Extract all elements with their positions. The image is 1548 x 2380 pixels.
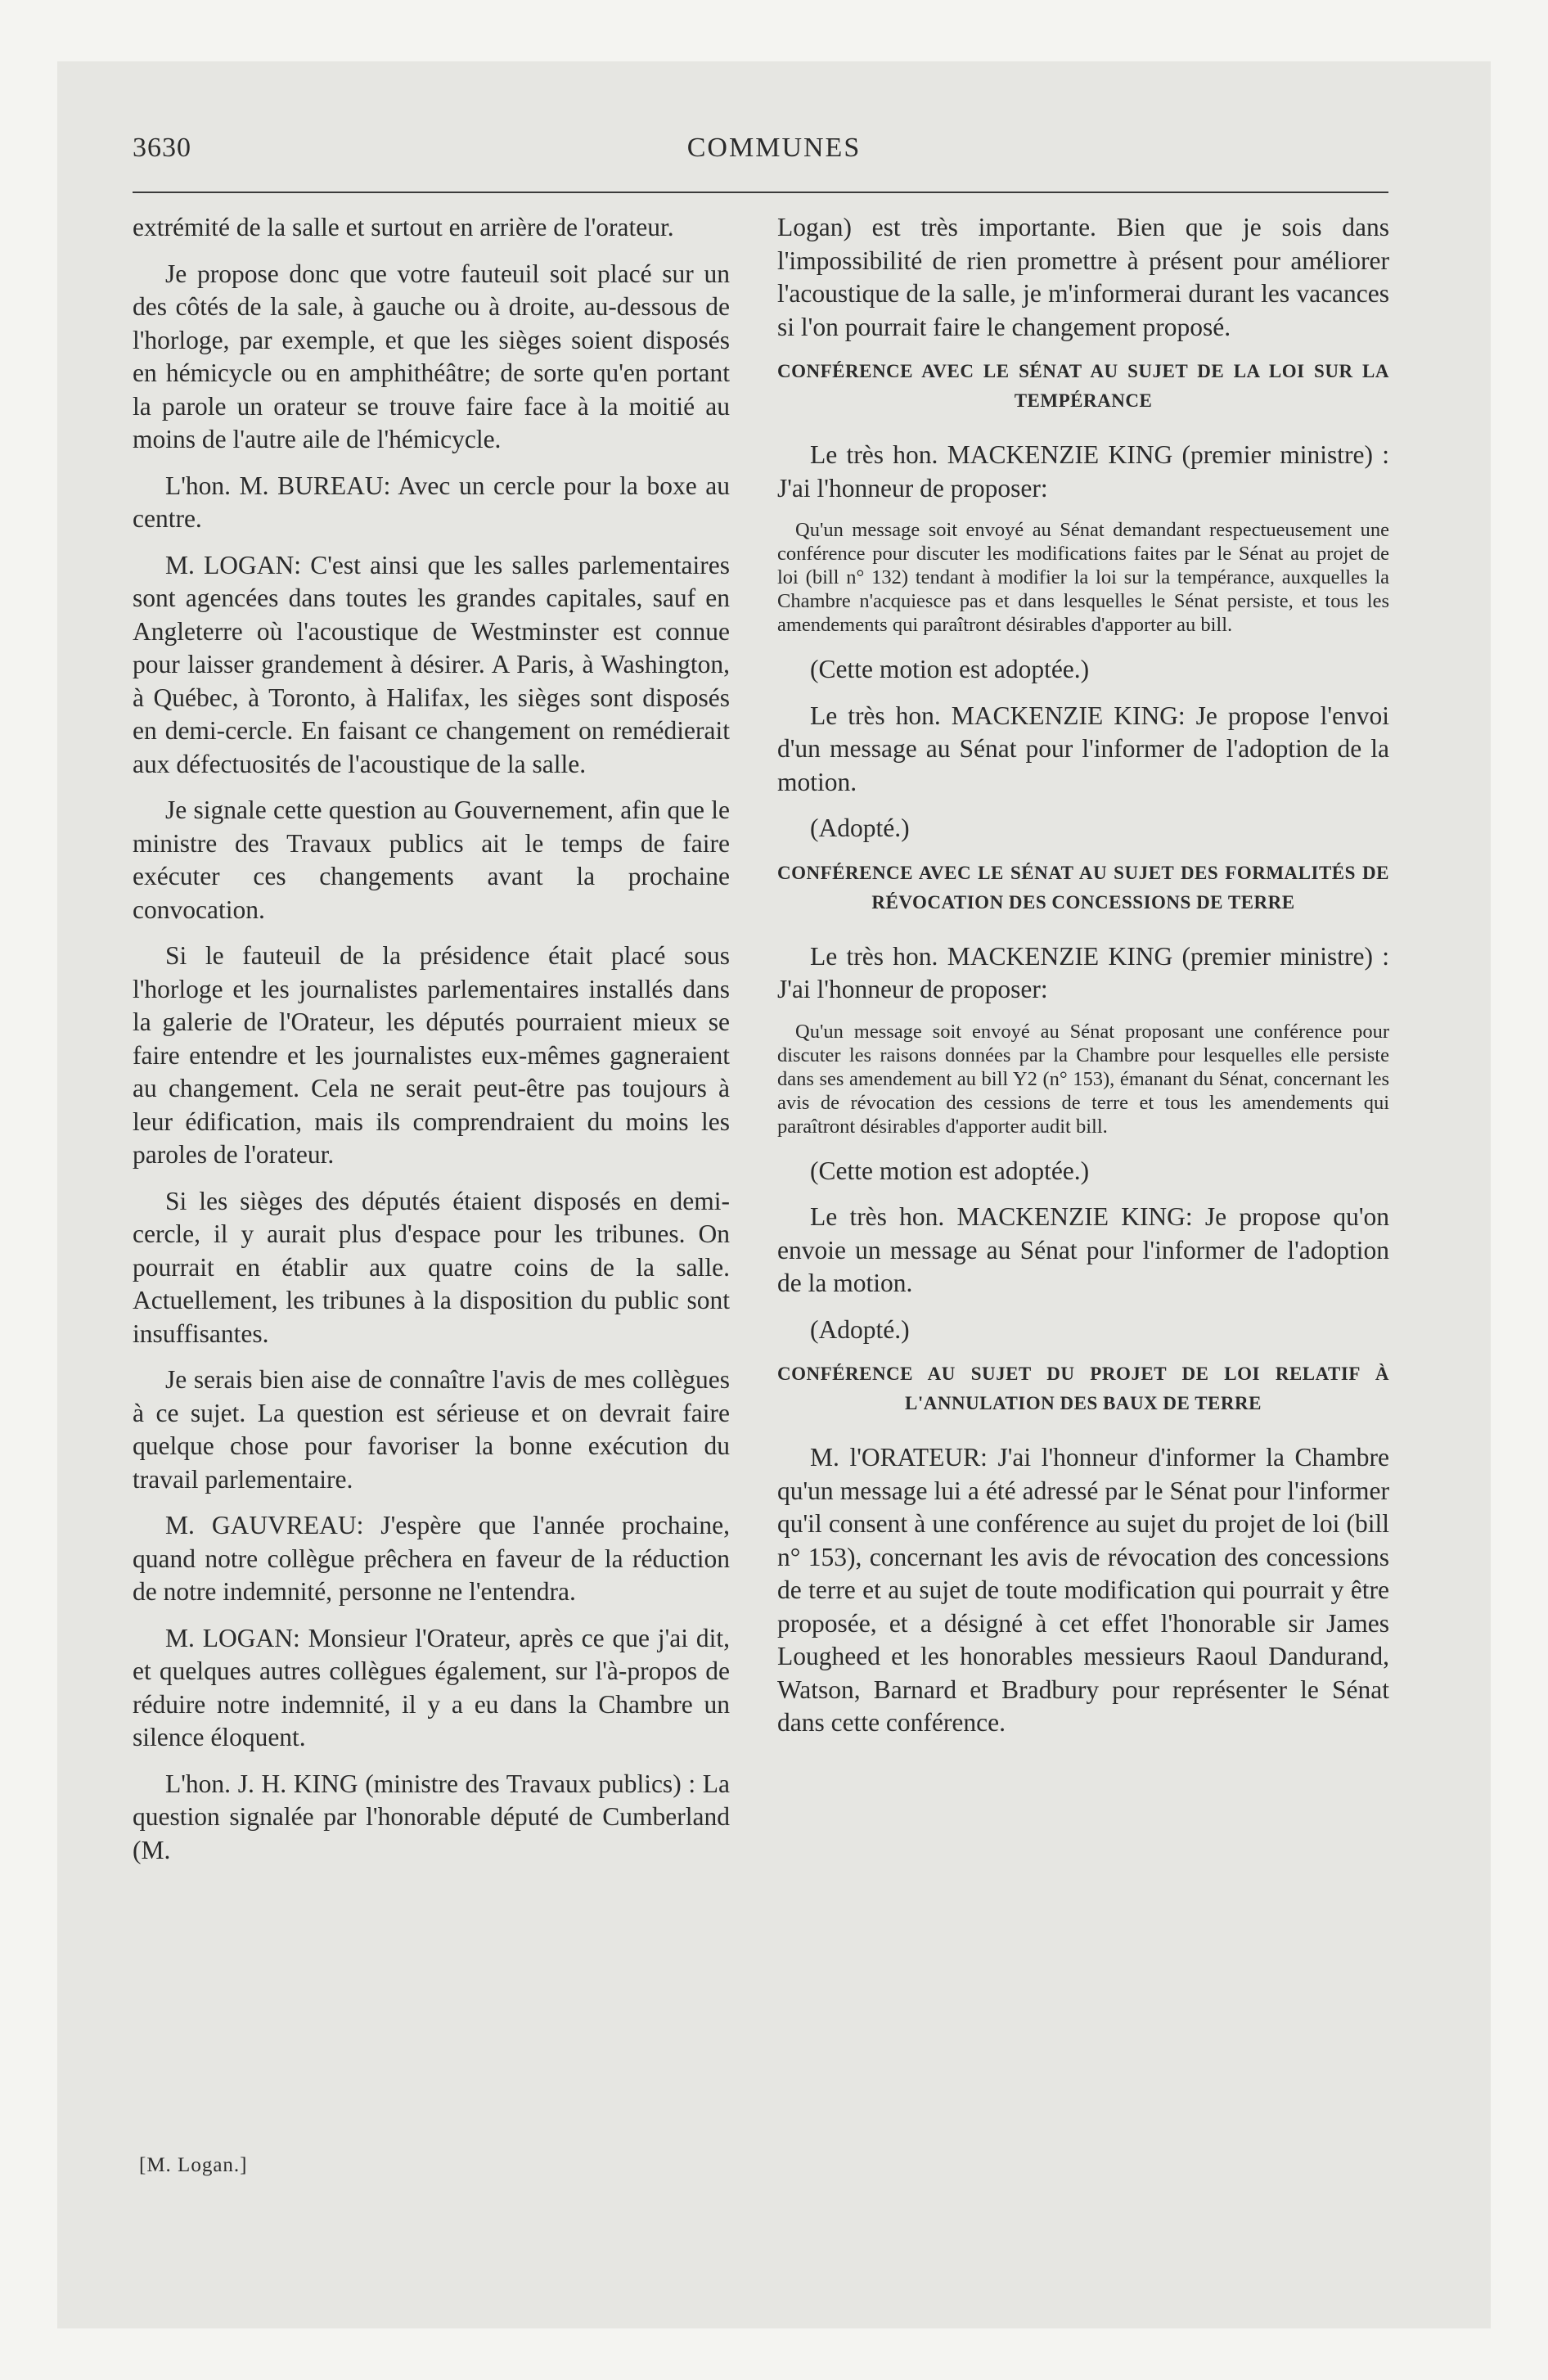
speech-text: (premier ministre) : J'ai l'honneur de proposer: [777,941,1389,1003]
left-column [133,211,730,1880]
paragraph [133,470,730,536]
speech-text: J'espère que l'année prochaine, quand notre collègue prêchera en faveur de la réduction de notre indemnité, personne ne l'entendra. [133,1511,730,1606]
paragraph: Si les sièges des députés étaient disposés en demi-cercle, il y aurait plus d'espace pour les tribunes. On pourrait en établir aux quatre coins de la salle. Actuellement, les tribunes à la disposition du public sont insuffisantes. [133,1186,730,1348]
speaker-name: M. GAUVREAU: [165,1511,364,1539]
paragraph: Je serais bien aise de connaître l'avis de mes collègues à ce sujet. La question est sérieuse et on devrait faire quelque chose pour favoriser la bonne exécution du travail parlementaire. [133,1365,730,1494]
paragraph: Si le fauteuil de la présidence était placé sous l'horloge et les journalistes parlementaires installés dans la galerie de l'Orateur, les députés pourraient mieux se faire entendre et les journalistes eux-mêmes gagneraient au changement. Cela ne serait peut-être pas toujours à leur édification, mais ils comprendraient du moins les paroles de l'orateur. [133,941,730,1169]
running-head: COMMUNES [686,133,862,163]
paragraph [133,549,730,782]
section-heading: CONFÉRENCE AVEC LE SÉNAT AU SUJET DE LA LOI SUR LA TEMPÉRANCE [777,361,1389,411]
paragraph: Logan) est très importante. Bien que je sois dans l'impossibilité de rien promettre à présent pour améliorer l'acoustique de la salle, je m'informerai durant les vacances si l'on pourrait faire le changement proposé. [777,213,1389,341]
page-number: 3630 [133,133,191,163]
section-heading: CONFÉRENCE AVEC LE SÉNAT AU SUJET DES FORMALITÉS DE RÉVOCATION DES CONCESSIONS DE TERRE [777,862,1389,913]
speaker-name: M. LOGAN: [165,550,302,579]
speech-text: Je propose l'envoi d'un message au Sénat pour l'informer de l'adoption de la motion. [777,701,1389,796]
speaker-name: Le très hon. MACKENZIE KING: [810,1202,1193,1231]
speaker-name: Le très hon. MACKENZIE KING: [810,701,1186,730]
speaker-name: Le très hon. MACKENZIE KING [810,941,1173,971]
speech-text: Je propose qu'on envoie un message au Sénat pour l'informer de l'adoption de la motion. [777,1202,1389,1297]
speech-text: Avec un cercle pour la boxe au centre. [133,471,730,533]
speaker-name: L'hon. M. BUREAU: [165,471,391,500]
paragraph [133,1768,730,1868]
paragraph [777,1441,1389,1740]
footer-speaker-reference: [M. Logan.] [139,2154,248,2176]
header-rule [133,192,1388,193]
speech-text: (premier ministre) : J'ai l'honneur de proposer: [777,440,1389,503]
paragraph [777,1201,1389,1300]
speech-text: (ministre des Travaux publics) : La question signalée par l'honorable député de Cumberland (M. [133,1769,730,1864]
speaker-name: L'hon. J. H. KING [165,1769,358,1798]
speech-text: Monsieur l'Orateur, après ce que j'ai dit, et quelques autres collègues également, sur l'à-propos de réduire notre indemnité, il y a eu dans la Chambre un silence éloquent. [133,1623,730,1751]
right-column [777,211,1389,1753]
motion-text: Qu'un message soit envoyé au Sénat proposant une conférence pour discuter les raisons données par la Chambre pour lesquelles elle persiste dans ses amendement au bill Y2 (n° 153), émanant du Sénat, concernant les avis de révocation des cessions de terre et tous les amendements qui paraîtront désirables d'apporter audit bill. [777,1020,1389,1138]
section-heading: CONFÉRENCE AU SUJET DU PROJET DE LOI RELATIF À L'ANNULATION DES BAUX DE TERRE [777,1364,1389,1413]
adoption-note: (Adopté.) [810,814,910,842]
paragraph [133,1509,730,1609]
adoption-note: (Adopté.) [810,1314,910,1344]
paragraph [777,439,1389,505]
paragraph [777,700,1389,800]
motion-text: Qu'un message soit envoyé au Sénat demandant respectueusement une conférence pour discuter les modifications faites par le Sénat au projet de loi (bill n° 132) tendant à modifier la loi sur la tempérance, auxquelles la Chambre n'acquiesce pas et dans lesquelles le Sénat persiste, et tous les amendements qui paraîtront désirables d'apporter au bill. [777,519,1389,636]
speaker-name: M. LOGAN: [165,1623,300,1652]
paragraph: Je signale cette question au Gouvernement, afin que le ministre des Travaux publics ait le temps de faire exécuter ces changements avant la prochaine convocation. [133,796,730,924]
speaker-name: M. l'ORATEUR: [810,1443,988,1472]
speech-text: C'est ainsi que les salles parlementaires sont agencées dans toutes les grandes capitales, sauf en Angleterre où l'acoustique de Westminster est connue pour laisser grandement à désirer. A Paris, à Washington, à Québec, à Toronto, à Halifax, les sièges sont disposés en demi-cercle. En faisant ce changement on remédierait aux défectuosités de l'acoustique de la salle. [133,550,730,778]
adoption-note: (Cette motion est adoptée.) [810,655,1090,683]
speech-text: J'ai l'honneur d'informer la Chambre qu'un message lui a été adressé par le Sénat pour l'informer qu'il consent à une conférence au sujet du projet de loi (bill n° 153), concernant les avis de révocation des concessions de terre et au sujet de toute modification qui pourrait y être proposée, et a désigné à cet effet l'honorable sir James Lougheed et les honorables messieurs Raoul Dandurand, Watson, Barnard et Bradbury pour représenter le Sénat dans cette conférence. [777,1443,1389,1737]
paragraph [777,940,1389,1007]
speaker-name: Le très hon. MACKENZIE KING [810,440,1173,469]
adoption-note: (Cette motion est adoptée.) [810,1156,1090,1185]
paragraph: Je propose donc que votre fauteuil soit placé sur un des côtés de la sale, à gauche ou à droite, au-dessous de l'horloge, par exemple, et que les sièges soient disposés en hémicycle ou en amphithéâtre; de sorte qu'en portant la parole un orateur se trouve faire face à la moitié au moins de l'autre aile de l'hémicycle. [133,259,730,453]
paragraph [133,1622,730,1755]
paragraph: extrémité de la salle et surtout en arrière de l'orateur. [133,213,674,241]
